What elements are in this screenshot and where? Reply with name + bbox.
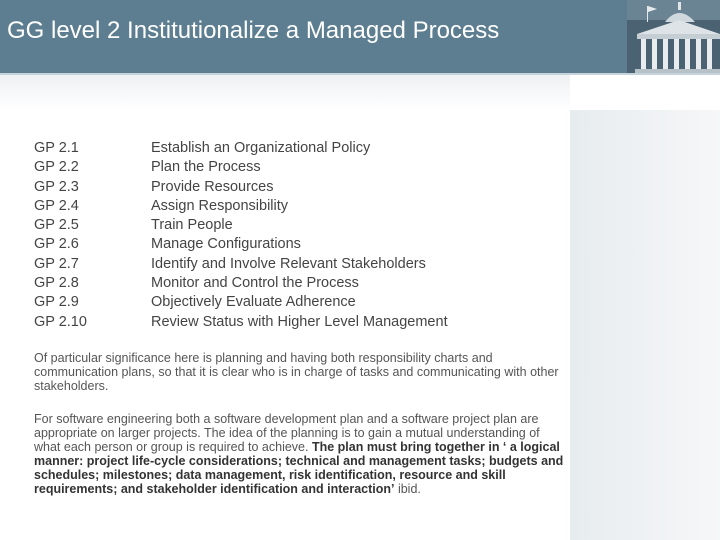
practice-row: [34, 216, 448, 235]
practice-name: Provide Resources: [151, 178, 274, 195]
practice-row: [34, 274, 448, 293]
practice-name: Manage Configurations: [151, 236, 301, 253]
practice-row: [34, 197, 448, 216]
practice-name: Assign Responsibility: [151, 197, 289, 214]
paragraph-lead: For software engineering both a software development plan and a software project plan are appropriate on larger projects. The idea of the planning is to gain a mutual understanding of what each person or group is required to achieve.: [34, 412, 540, 454]
practice-name: Train People: [151, 217, 233, 234]
practice-code: GP 2.7: [34, 255, 79, 272]
practice-row: [34, 313, 448, 332]
practice-code: GP 2.1: [34, 140, 79, 156]
practice-row: [34, 178, 448, 197]
slide-title: GG level 2 Institutionalize a Managed Process: [7, 17, 500, 44]
practice-code: GP 2.2: [34, 159, 79, 176]
practice-name: Review Status with Higher Level Management: [151, 313, 448, 330]
paragraph-citation: ibid.: [394, 482, 421, 496]
generic-practices-list: [34, 139, 448, 332]
practice-code: GP 2.4: [34, 197, 79, 214]
significance-paragraph: Of particular significance here is planning and having both responsibility charts and communication plans, so that it is clear who is in charge of tasks and communicating with other stakeholders.: [34, 351, 559, 393]
practice-name: Establish an Organizational Policy: [151, 140, 371, 156]
practice-code: GP 2.3: [34, 178, 79, 195]
practice-name: Plan the Process: [151, 159, 261, 176]
practice-row: [34, 235, 448, 254]
practice-name: Monitor and Control the Process: [151, 275, 359, 292]
right-shade-panel: [570, 110, 720, 540]
practice-row: [34, 293, 448, 312]
practice-code: GP 2.6: [34, 236, 79, 253]
practice-code: GP 2.9: [34, 294, 79, 311]
practice-code: GP 2.10: [34, 313, 87, 330]
practice-name: Identify and Involve Relevant Stakeholders: [151, 255, 426, 272]
software-engineering-paragraph: [34, 412, 564, 496]
top-shade: [0, 75, 570, 110]
practice-row: [34, 139, 448, 158]
title-bar: [0, 0, 720, 73]
practice-name: Objectively Evaluate Adherence: [151, 294, 356, 311]
practice-row: [34, 255, 448, 274]
practice-code: GP 2.5: [34, 217, 79, 234]
practice-code: GP 2.8: [34, 275, 79, 292]
practice-row: [34, 158, 448, 177]
paragraph-emphasis: The plan must bring together in ‘ a logical manner: project life-cycle considerations; technical and management tasks; budgets and schedules; milestones; data management, risk identification, resource and skill requirements; and stakeholder identification and interaction’: [34, 440, 564, 496]
building-icon: [627, 0, 720, 73]
